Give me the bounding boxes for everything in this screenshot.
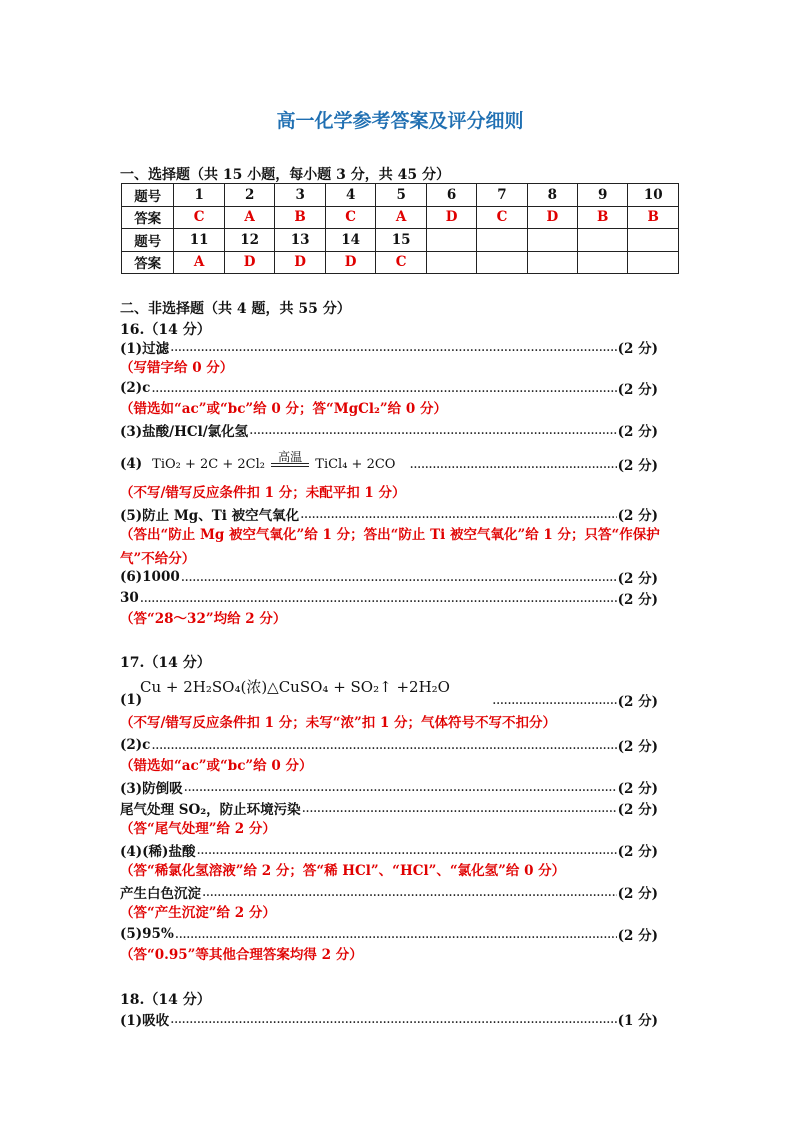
table-row	[122, 184, 679, 207]
answer-line	[120, 840, 658, 860]
answer-text: (5)95%	[120, 926, 174, 942]
section-nonchoice-heading: 二、非选择题（共 4 题，共 55 分）	[120, 301, 351, 317]
answer-table	[121, 183, 679, 274]
answer-text: (3)防倒吸	[120, 781, 183, 797]
answer-line	[120, 924, 658, 944]
row-label: 答案	[122, 206, 174, 229]
answer-label: (4)	[120, 456, 143, 472]
points: (2 分)	[617, 592, 658, 608]
points: (2 分)	[617, 844, 658, 860]
leader-dots	[170, 339, 616, 355]
answer-cell: B	[275, 206, 326, 229]
equation: Cu + 2H₂SO₄(浓)△CuSO₄ + SO₂↑ +2H₂O	[140, 678, 450, 696]
answer-text: (1)过滤	[120, 341, 170, 357]
answer-cell: A	[224, 206, 275, 229]
question-number	[527, 229, 577, 252]
grading-note: （不写/错写反应条件扣 1 分；未写“浓”扣 1 分；气体符号不写不扣分）	[120, 715, 557, 731]
answer-cell: D	[224, 251, 275, 274]
answer-line	[120, 420, 658, 440]
question-number: 15	[376, 229, 427, 252]
row-label: 答案	[122, 251, 174, 274]
equation-reactants: TiO₂ + 2C + 2Cl₂	[152, 456, 265, 472]
leader-dots	[170, 1011, 616, 1027]
points: (2 分)	[617, 928, 658, 944]
points: (2 分)	[617, 382, 658, 398]
answer-cell	[477, 251, 527, 274]
answer-line	[120, 504, 658, 524]
section-choice-heading: 一、选择题（共 15 小题，每小题 3 分，共 45 分）	[120, 167, 450, 183]
answer-line	[120, 567, 658, 587]
question-number: 4	[325, 184, 376, 207]
grading-note: （错选如“ac”或“bc”给 0 分）	[120, 758, 313, 774]
answer-line	[120, 337, 658, 357]
leader-dots	[302, 800, 617, 816]
leader-dots	[300, 506, 616, 522]
question-number: 13	[275, 229, 326, 252]
answer-text: (3)盐酸/HCl/氯化氢	[120, 424, 249, 440]
question-number: 12	[224, 229, 275, 252]
points: (2 分)	[617, 886, 658, 902]
answer-text: (2)c	[120, 737, 151, 753]
points: (2 分)	[617, 739, 658, 755]
grading-note: （答“稀氯化氢溶液”给 2 分；答“稀 HCl”、“HCl”、“氯化氢”给 0 分）	[120, 863, 566, 879]
answer-cell	[578, 251, 628, 274]
answer-text: (1)吸收	[120, 1013, 170, 1029]
table-row	[122, 251, 679, 274]
points: (2 分)	[617, 424, 658, 440]
answer-cell: A	[376, 206, 427, 229]
leader-dots	[249, 422, 616, 438]
question-number: 2	[224, 184, 275, 207]
leader-dots	[409, 456, 616, 472]
answer-cell	[628, 251, 679, 274]
answer-cell	[527, 251, 577, 274]
question-number	[426, 229, 476, 252]
question-number: 6	[426, 184, 476, 207]
question-number: 14	[325, 229, 376, 252]
points: (1 分)	[617, 1013, 658, 1029]
question-number: 11	[174, 229, 225, 252]
answer-line	[120, 777, 658, 797]
answer-cell	[426, 251, 476, 274]
q18-heading: 18.（14 分）	[120, 992, 211, 1008]
answer-text: 尾气处理 SO₂，防止环境污染	[120, 802, 301, 818]
leader-dots	[140, 590, 617, 606]
leader-dots	[202, 884, 617, 900]
answer-line-equation	[120, 690, 658, 710]
question-number: 9	[578, 184, 628, 207]
question-number	[578, 229, 628, 252]
points: (2 分)	[617, 508, 658, 524]
grading-note: （不写/错写反应条件扣 1 分；未配平扣 1 分）	[120, 485, 406, 501]
answer-cell: B	[628, 206, 679, 229]
question-number: 10	[628, 184, 679, 207]
leader-dots	[151, 737, 616, 753]
grading-note: （答“28～32”均给 2 分）	[120, 611, 287, 627]
answer-line-equation	[120, 452, 658, 476]
answer-cell: D	[325, 251, 376, 274]
table-row	[122, 229, 679, 252]
answer-text: (4)(稀)盐酸	[120, 844, 196, 860]
row-label: 题号	[122, 229, 174, 252]
question-number: 3	[275, 184, 326, 207]
q17-heading: 17.（14 分）	[120, 655, 211, 671]
answer-text: (2)c	[120, 380, 151, 396]
answer-line	[120, 588, 658, 608]
leader-dots	[175, 926, 617, 942]
leader-dots	[196, 842, 616, 858]
leader-dots	[184, 779, 617, 795]
answer-line	[120, 735, 658, 755]
points: (2 分)	[617, 802, 658, 818]
page-title: 高一化学参考答案及评分细则	[276, 110, 524, 132]
q16-heading: 16.（14 分）	[120, 322, 211, 338]
answer-cell: A	[174, 251, 225, 274]
answer-line	[120, 1009, 658, 1029]
answer-line	[120, 882, 658, 902]
question-number	[628, 229, 679, 252]
answer-text: 产生白色沉淀	[120, 886, 201, 902]
answer-cell: D	[527, 206, 577, 229]
answer-cell: C	[174, 206, 225, 229]
answer-cell: D	[426, 206, 476, 229]
answer-cell: B	[578, 206, 628, 229]
answer-cell: C	[325, 206, 376, 229]
question-number	[477, 229, 527, 252]
condition-text: 高温	[278, 450, 303, 464]
answer-line	[120, 378, 658, 398]
table-row	[122, 206, 679, 229]
grading-note: （答“产生沉淀”给 2 分）	[120, 905, 276, 921]
equation-products: TiCl₄ + 2CO	[315, 456, 396, 472]
question-number: 1	[174, 184, 225, 207]
points: (2 分)	[617, 341, 658, 357]
points: (2 分)	[617, 571, 658, 587]
leader-dots	[151, 380, 616, 396]
question-number: 7	[477, 184, 527, 207]
grading-note: （答“0.95”等其他合理答案均得 2 分）	[120, 947, 363, 963]
answer-line	[120, 798, 658, 818]
answer-label: (1)	[120, 692, 143, 708]
row-label: 题号	[122, 184, 174, 207]
answer-text: (6)1000	[120, 569, 180, 585]
answer-text: 30	[120, 590, 139, 606]
equation	[152, 450, 396, 472]
grading-note: （答“尾气处理”给 2 分）	[120, 821, 276, 837]
answer-cell: D	[275, 251, 326, 274]
answer-text: (5)防止 Mg、Ti 被空气氧化	[120, 508, 300, 524]
points: (2 分)	[617, 694, 658, 710]
grading-note: （写错字给 0 分）	[120, 360, 234, 376]
leader-dots	[181, 569, 617, 585]
answer-cell: C	[376, 251, 427, 274]
grading-note: （错选如“ac”或“bc”给 0 分；答“MgCl₂”给 0 分）	[120, 401, 447, 417]
leader-dots	[492, 692, 616, 708]
grading-note: （答出“防止 Mg 被空气氧化”给 1 分；答出“防止 Ti 被空气氧化”给 1 分；只答“作保护气”不给分）	[120, 527, 660, 567]
question-number: 5	[376, 184, 427, 207]
answer-cell: C	[477, 206, 527, 229]
points: (2 分)	[617, 458, 658, 474]
reaction-condition	[271, 450, 309, 467]
question-number: 8	[527, 184, 577, 207]
points: (2 分)	[617, 781, 658, 797]
